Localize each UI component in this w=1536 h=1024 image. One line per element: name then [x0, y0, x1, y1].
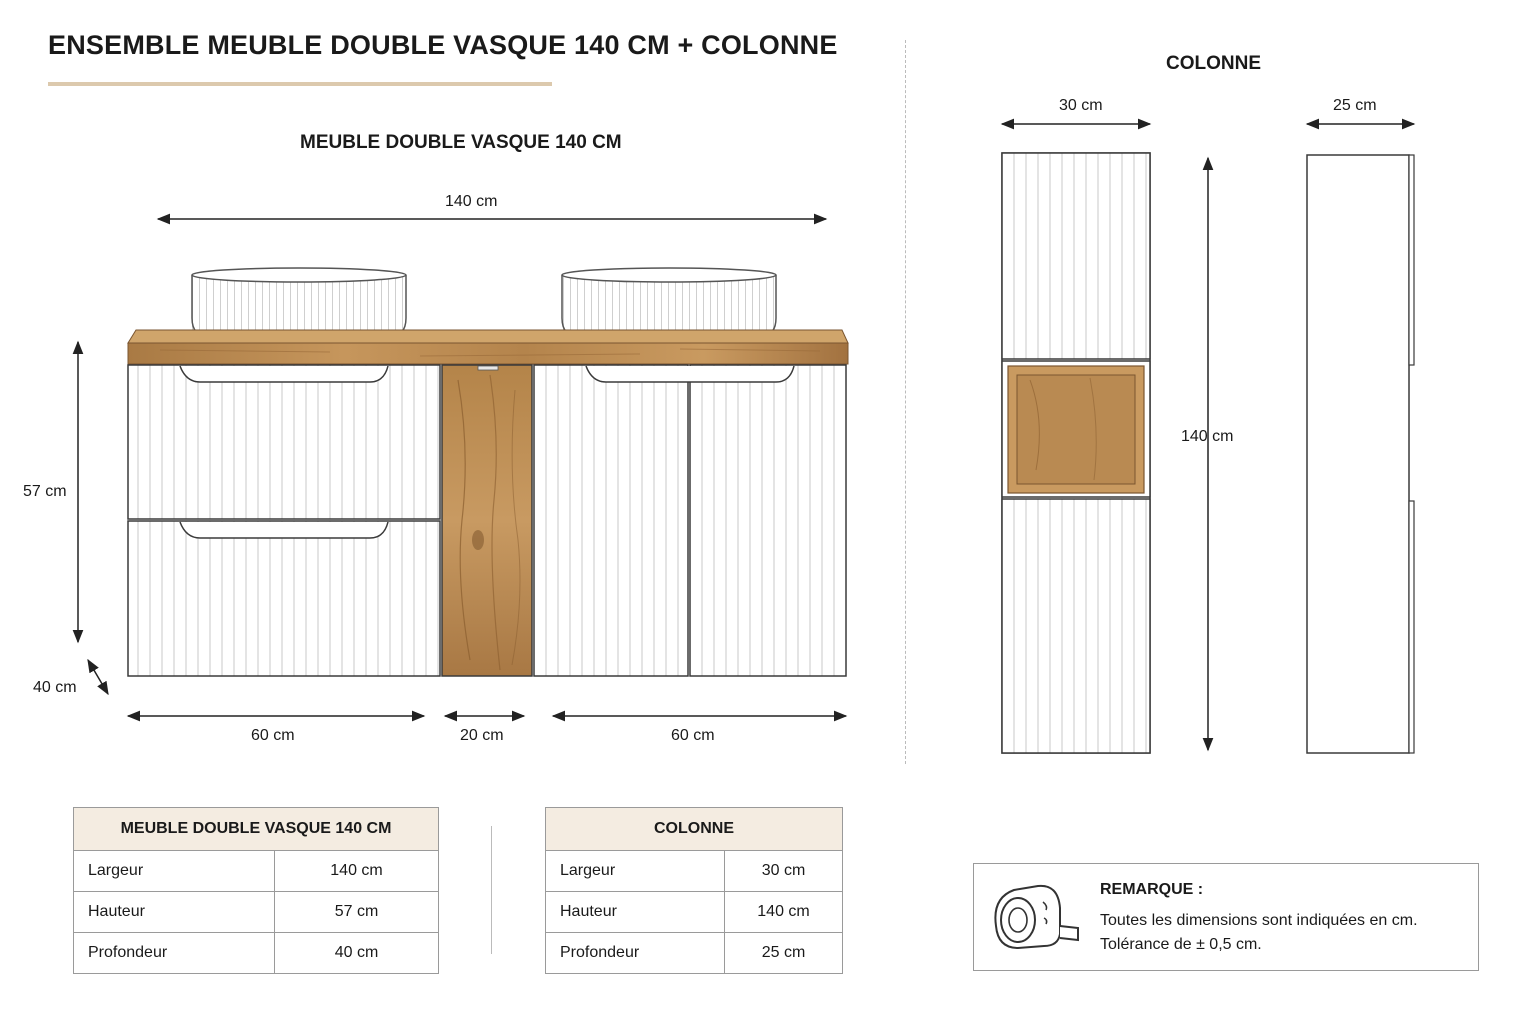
row-value: 25 cm [725, 933, 843, 974]
table-row [546, 933, 843, 974]
row-label: Profondeur [546, 933, 725, 974]
table-row [74, 892, 439, 933]
remark-line-1: Toutes les dimensions sont indiquées en cm. [1100, 912, 1418, 929]
row-value: 30 cm [725, 851, 843, 892]
wood-countertop [128, 330, 848, 364]
vanity-depth-label: 40 cm [33, 679, 77, 696]
table-row [546, 892, 843, 933]
row-label: Profondeur [74, 933, 275, 974]
vanity-spec-table [73, 807, 439, 974]
column-spec-table [545, 807, 843, 974]
row-value: 140 cm [275, 851, 439, 892]
row-value: 57 cm [275, 892, 439, 933]
left-basin [192, 268, 406, 337]
column-table-header: COLONNE [546, 808, 843, 851]
table-row [546, 851, 843, 892]
column-depth-label: 25 cm [1333, 97, 1377, 114]
row-label: Hauteur [74, 892, 275, 933]
vanity-heading: MEUBLE DOUBLE VASQUE 140 CM [300, 132, 622, 153]
row-value: 140 cm [725, 892, 843, 933]
column-heading: COLONNE [1166, 53, 1261, 74]
vanity-mid-width-label: 20 cm [460, 727, 504, 744]
vanity-cabinet [128, 365, 846, 676]
column-front [1002, 153, 1150, 753]
vanity-width-label: 140 cm [445, 193, 498, 210]
column-height-label: 140 cm [1181, 428, 1234, 445]
vanity-right-width-label: 60 cm [671, 727, 715, 744]
table-row [74, 851, 439, 892]
remark-heading: REMARQUE : [1100, 881, 1204, 898]
column-width-label: 30 cm [1059, 97, 1103, 114]
table-row [74, 933, 439, 974]
depth-arrow [88, 660, 108, 694]
remark-box [973, 863, 1479, 971]
table-divider [491, 826, 492, 954]
row-label: Largeur [546, 851, 725, 892]
row-label: Largeur [74, 851, 275, 892]
page-title: ENSEMBLE MEUBLE DOUBLE VASQUE 140 CM + COLONNE [48, 30, 838, 60]
vanity-left-width-label: 60 cm [251, 727, 295, 744]
vanity-height-label: 57 cm [23, 483, 67, 500]
vanity-table-header: MEUBLE DOUBLE VASQUE 140 CM [74, 808, 439, 851]
row-value: 40 cm [275, 933, 439, 974]
remark-line-2: Tolérance de ± 0,5 cm. [1100, 936, 1262, 953]
row-label: Hauteur [546, 892, 725, 933]
tape-measure-icon [988, 880, 1084, 956]
right-basin [562, 268, 776, 337]
column-side [1307, 155, 1414, 753]
